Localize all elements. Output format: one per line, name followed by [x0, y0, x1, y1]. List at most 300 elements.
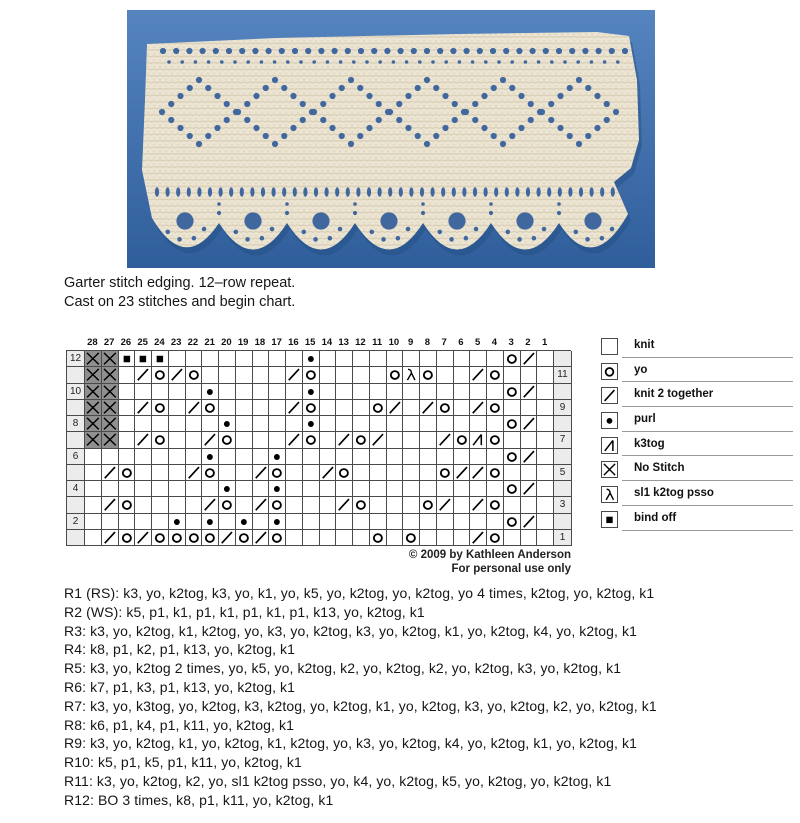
- chart-cell: [119, 514, 136, 530]
- legend-item: [600, 362, 793, 387]
- chart-cell: [202, 416, 219, 432]
- chart-cell: [320, 367, 337, 383]
- instruction-row: R10: k5, p1, k5, p1, k11, yo, k2tog, k1: [64, 754, 302, 771]
- chart-cell: [470, 514, 487, 530]
- chart-cell: [537, 351, 554, 367]
- chart-grid: [66, 350, 571, 546]
- chart-cell: [169, 351, 186, 367]
- chart-cell: [437, 367, 454, 383]
- instruction-row: R9: k3, yo, k2tog, k1, yo, k2tog, k1, k2tog, yo, k3, yo, k2tog, k4, yo, k2tog, k1, yo, k2tog, k1: [64, 735, 638, 752]
- chart-cell: [102, 497, 119, 513]
- chart-cell: [470, 416, 487, 432]
- chart-cell: [102, 384, 119, 400]
- chart-cell: [202, 481, 219, 497]
- chart-cell: [152, 400, 169, 416]
- chart-cell: [487, 514, 504, 530]
- chart-cell: [202, 400, 219, 416]
- chart-cell: [336, 351, 353, 367]
- chart-cell: [487, 416, 504, 432]
- chart-cell: [219, 351, 236, 367]
- chart-cell: [102, 432, 119, 448]
- chart-cell: [135, 351, 152, 367]
- chart-column-number: 27: [103, 337, 115, 348]
- chart-cell: [403, 514, 420, 530]
- chart-cell: [504, 400, 521, 416]
- chart-cell: [152, 514, 169, 530]
- legend-label: yo: [634, 363, 648, 376]
- chart-cell: [487, 367, 504, 383]
- chart-cell: [521, 497, 538, 513]
- chart-cell: [152, 384, 169, 400]
- instruction-row: R2 (WS): k5, p1, k1, p1, k1, p1, k1, p1, k13, yo, k2tog, k1: [64, 603, 425, 620]
- chart-cell: [253, 432, 270, 448]
- chart-cell: [102, 514, 119, 530]
- chart-cell: [521, 367, 538, 383]
- chart-cell: [454, 497, 471, 513]
- chart-cell: [504, 351, 521, 367]
- chart-cell: [370, 530, 387, 546]
- chart-cell: [403, 497, 420, 513]
- chart-cell: [387, 351, 404, 367]
- chart-cell: [336, 514, 353, 530]
- chart-cell: [303, 514, 320, 530]
- chart-cell: [521, 416, 538, 432]
- chart-cell: [202, 497, 219, 513]
- chart-cell: [420, 351, 437, 367]
- instruction-row: R3: k3, yo, k2tog, k1, k2tog, yo, k3, yo, k2tog, k3, yo, k2tog, k1, yo, k2tog, k4, yo, k2tog, k1: [64, 622, 638, 639]
- chart-cell: [320, 449, 337, 465]
- chart-cell: [269, 367, 286, 383]
- chart-cell: [152, 481, 169, 497]
- chart-cell: [202, 465, 219, 481]
- chart-cell: [387, 367, 404, 383]
- chart-cell: [454, 449, 471, 465]
- chart-cell: [504, 530, 521, 546]
- chart-cell: [420, 530, 437, 546]
- chart-cell: [403, 530, 420, 546]
- chart-cell: [253, 514, 270, 530]
- chart-cell: [236, 481, 253, 497]
- chart-column-number: 23: [170, 337, 182, 348]
- chart-cell: [135, 416, 152, 432]
- chart-cell: [370, 449, 387, 465]
- chart-cell: [420, 384, 437, 400]
- copyright-line-2: For personal use only: [451, 562, 571, 575]
- chart-row-number-right: 3: [554, 497, 572, 513]
- chart-cell: [236, 530, 253, 546]
- chart-cell: [286, 481, 303, 497]
- chart-cell: [236, 514, 253, 530]
- chart-cell: [303, 351, 320, 367]
- chart-cell: [370, 497, 387, 513]
- chart-cell: [202, 384, 219, 400]
- chart-cell: [537, 384, 554, 400]
- chart-cell: [169, 449, 186, 465]
- chart-cell: [353, 530, 370, 546]
- chart-cell: [504, 416, 521, 432]
- chart-row-number-left: 10: [67, 384, 85, 400]
- chart-cell: [454, 416, 471, 432]
- chart-cell: [320, 384, 337, 400]
- chart-cell: [353, 351, 370, 367]
- chart-column-numbers: [66, 336, 571, 350]
- chart-cell: [370, 481, 387, 497]
- chart-column-number: 20: [221, 337, 232, 348]
- chart-cell: [152, 530, 169, 546]
- legend-label: No Stitch: [634, 462, 685, 475]
- legend-item: [600, 460, 793, 485]
- chart-cell: [537, 530, 554, 546]
- chart-column-number: 14: [321, 337, 333, 348]
- chart-cell: [470, 481, 487, 497]
- chart-column-number: 9: [407, 337, 414, 348]
- chart-cell: [437, 400, 454, 416]
- chart-cell: [303, 449, 320, 465]
- chart-cell: [219, 367, 236, 383]
- chart-row-number-right: 9: [554, 400, 572, 416]
- chart-row-number-left: 6: [67, 449, 85, 465]
- chart-cell: [85, 497, 102, 513]
- chart-row-number-left: [67, 497, 85, 513]
- chart-cell: [169, 481, 186, 497]
- chart-cell: [370, 416, 387, 432]
- chart-cell: [403, 465, 420, 481]
- chart-cell: [353, 514, 370, 530]
- knit-2-together-icon: [601, 387, 618, 404]
- chart-cell: [470, 449, 487, 465]
- chart-cell: [85, 351, 102, 367]
- chart-cell: [487, 449, 504, 465]
- chart-column-number: 13: [338, 337, 349, 348]
- chart-cell: [135, 384, 152, 400]
- chart-cell: [454, 432, 471, 448]
- chart-cell: [387, 384, 404, 400]
- chart-cell: [186, 400, 203, 416]
- chart-cell: [253, 449, 270, 465]
- chart-column-number: 15: [304, 337, 316, 348]
- legend-item: [600, 337, 793, 362]
- chart-cell: [236, 497, 253, 513]
- chart-cell: [202, 449, 219, 465]
- chart-cell: [169, 432, 186, 448]
- chart-cell: [487, 432, 504, 448]
- chart-cell: [420, 416, 437, 432]
- chart-cell: [521, 514, 538, 530]
- chart-cell: [253, 351, 270, 367]
- chart-cell: [169, 384, 186, 400]
- chart-cell: [353, 497, 370, 513]
- chart-cell: [119, 384, 136, 400]
- chart-cell: [420, 497, 437, 513]
- chart-cell: [186, 367, 203, 383]
- chart-cell: [85, 400, 102, 416]
- chart-column-number: 5: [474, 337, 481, 348]
- chart-cell: [403, 432, 420, 448]
- chart-cell: [487, 384, 504, 400]
- chart-cell: [135, 514, 152, 530]
- chart-cell: [202, 351, 219, 367]
- chart-cell: [186, 497, 203, 513]
- chart-cell: [286, 497, 303, 513]
- legend-label: purl: [634, 413, 656, 426]
- chart-column-number: 25: [137, 337, 148, 348]
- chart-cell: [135, 367, 152, 383]
- chart-cell: [353, 449, 370, 465]
- chart-cell: [152, 416, 169, 432]
- copyright: [66, 549, 571, 576]
- chart-cell: [119, 416, 136, 432]
- chart-cell: [504, 497, 521, 513]
- chart-cell: [269, 497, 286, 513]
- chart-cell: [370, 400, 387, 416]
- chart-cell: [119, 465, 136, 481]
- chart-cell: [454, 465, 471, 481]
- chart-cell: [85, 449, 102, 465]
- chart-cell: [336, 400, 353, 416]
- chart-cell: [186, 432, 203, 448]
- chart-column-number: 8: [424, 337, 431, 348]
- chart-cell: [437, 481, 454, 497]
- chart-cell: [253, 400, 270, 416]
- purl-icon: [601, 412, 618, 429]
- chart-cell: [470, 497, 487, 513]
- chart-cell: [521, 351, 538, 367]
- chart-cell: [186, 351, 203, 367]
- chart-row-number-right: 11: [554, 367, 572, 383]
- chart-cell: [269, 351, 286, 367]
- chart-cell: [135, 465, 152, 481]
- chart-cell: [420, 514, 437, 530]
- chart-cell: [420, 400, 437, 416]
- chart-row-number-right: 1: [554, 530, 572, 546]
- chart-cell: [119, 449, 136, 465]
- chart-row-number-left: [67, 400, 85, 416]
- chart-cell: [454, 481, 471, 497]
- chart-cell: [470, 432, 487, 448]
- chart-cell: [387, 449, 404, 465]
- legend-label: sl1 k2tog psso: [634, 487, 714, 500]
- yo-icon: [601, 363, 618, 380]
- chart-cell: [454, 351, 471, 367]
- chart-column-number: 16: [288, 337, 299, 348]
- chart-cell: [236, 416, 253, 432]
- chart-cell: [219, 497, 236, 513]
- chart-cell: [387, 465, 404, 481]
- chart-cell: [286, 530, 303, 546]
- legend-item: [600, 485, 793, 510]
- legend-label: k3tog: [634, 437, 665, 450]
- chart-cell: [135, 449, 152, 465]
- chart-cell: [219, 530, 236, 546]
- legend-label: bind off: [634, 511, 677, 524]
- chart-cell: [202, 514, 219, 530]
- chart-cell: [85, 514, 102, 530]
- row-instructions: [64, 584, 657, 810]
- chart-cell: [85, 481, 102, 497]
- chart-column-number: 22: [187, 337, 199, 348]
- chart-cell: [119, 400, 136, 416]
- chart-cell: [320, 514, 337, 530]
- chart-cell: [521, 465, 538, 481]
- chart-cell: [119, 497, 136, 513]
- chart-cell: [320, 497, 337, 513]
- chart-cell: [537, 465, 554, 481]
- chart-cell: [521, 384, 538, 400]
- chart-cell: [353, 432, 370, 448]
- lace-photo-image: [127, 10, 655, 268]
- chart-cell: [102, 400, 119, 416]
- lace-photo: [127, 10, 655, 268]
- chart-cell: [102, 530, 119, 546]
- pattern-caption: [64, 274, 295, 312]
- chart-cell: [119, 351, 136, 367]
- chart-row-number-right: [554, 514, 572, 530]
- chart-cell: [487, 400, 504, 416]
- chart-column-number: 17: [271, 337, 282, 348]
- chart-cell: [320, 481, 337, 497]
- chart-cell: [135, 481, 152, 497]
- chart-cell: [470, 400, 487, 416]
- chart-cell: [521, 449, 538, 465]
- chart-cell: [303, 367, 320, 383]
- chart-cell: [353, 400, 370, 416]
- chart-cell: [286, 351, 303, 367]
- chart-row-number-right: [554, 416, 572, 432]
- chart-cell: [537, 497, 554, 513]
- chart-cell: [85, 384, 102, 400]
- chart-row-number-left: 4: [67, 481, 85, 497]
- chart-cell: [303, 530, 320, 546]
- chart-cell: [504, 465, 521, 481]
- chart-cell: [186, 449, 203, 465]
- chart-cell: [437, 465, 454, 481]
- chart-cell: [336, 481, 353, 497]
- chart-cell: [286, 432, 303, 448]
- chart-cell: [420, 432, 437, 448]
- chart-cell: [454, 530, 471, 546]
- chart-cell: [186, 530, 203, 546]
- bind-off-icon: [601, 511, 618, 528]
- chart-cell: [202, 530, 219, 546]
- chart-cell: [169, 497, 186, 513]
- chart-cell: [102, 351, 119, 367]
- chart-cell: [152, 449, 169, 465]
- chart-cell: [504, 432, 521, 448]
- legend-label: knit: [634, 339, 655, 351]
- chart-row-number-right: 7: [554, 432, 572, 448]
- chart-cell: [236, 400, 253, 416]
- chart-cell: [102, 465, 119, 481]
- chart-cell: [286, 384, 303, 400]
- chart-cell: [487, 351, 504, 367]
- chart-column-number: 2: [525, 337, 531, 348]
- chart-cell: [437, 449, 454, 465]
- chart-cell: [437, 530, 454, 546]
- chart-cell: [269, 481, 286, 497]
- chart-cell: [504, 514, 521, 530]
- instruction-row: R8: k6, p1, k4, p1, k11, yo, k2tog, k1: [64, 716, 295, 733]
- chart-cell: [403, 351, 420, 367]
- chart-row-number-left: [67, 432, 85, 448]
- chart-cell: [286, 367, 303, 383]
- chart-cell: [487, 481, 504, 497]
- chart-cell: [387, 497, 404, 513]
- chart-cell: [269, 432, 286, 448]
- chart-cell: [336, 465, 353, 481]
- chart-cell: [320, 351, 337, 367]
- chart-cell: [303, 465, 320, 481]
- chart-cell: [387, 400, 404, 416]
- knit-icon: [601, 338, 618, 355]
- chart-row-number-left: [67, 465, 85, 481]
- instruction-row: R11: k3, yo, k2tog, k2, yo, sl1 k2tog psso, yo, k4, yo, k2tog, k5, yo, k2tog, yo, k2tog, k1: [64, 772, 612, 789]
- chart-cell: [236, 449, 253, 465]
- chart-cell: [537, 481, 554, 497]
- chart-cell: [119, 481, 136, 497]
- chart-cell: [269, 449, 286, 465]
- chart-cell: [470, 384, 487, 400]
- chart-cell: [202, 432, 219, 448]
- chart-cell: [470, 530, 487, 546]
- no-stitch-icon: [601, 461, 618, 478]
- chart-cell: [169, 530, 186, 546]
- chart-cell: [253, 465, 270, 481]
- chart-cell: [420, 367, 437, 383]
- chart-cell: [537, 514, 554, 530]
- chart-cell: [387, 481, 404, 497]
- chart-cell: [420, 449, 437, 465]
- chart-cell: [303, 432, 320, 448]
- chart-cell: [370, 514, 387, 530]
- chart-column-number: 24: [154, 337, 165, 348]
- chart-cell: [219, 432, 236, 448]
- chart-cell: [253, 481, 270, 497]
- chart-column-number: 11: [372, 337, 383, 348]
- copyright-line-1: © 2009 by Kathleen Anderson: [408, 549, 571, 561]
- chart-row-number-right: 5: [554, 465, 572, 481]
- chart-cell: [504, 367, 521, 383]
- chart-cell: [269, 384, 286, 400]
- chart-cell: [269, 465, 286, 481]
- chart-cell: [236, 367, 253, 383]
- chart-cell: [387, 514, 404, 530]
- legend-item: [600, 436, 793, 461]
- chart-cell: [85, 465, 102, 481]
- chart-cell: [119, 432, 136, 448]
- sl1-k2tog-psso-icon: [601, 486, 618, 503]
- chart-cell: [454, 400, 471, 416]
- chart-cell: [186, 465, 203, 481]
- chart-cell: [537, 416, 554, 432]
- chart-cell: [320, 432, 337, 448]
- chart-cell: [269, 530, 286, 546]
- chart-cell: [353, 367, 370, 383]
- chart-cell: [236, 432, 253, 448]
- instruction-row: R1 (RS): k3, yo, k2tog, k3, yo, k1, yo, k5, yo, k2tog, yo, k2tog, yo 4 times, k2tog, yo, k2tog, k1: [64, 585, 655, 601]
- chart-cell: [219, 400, 236, 416]
- chart-column-number: 4: [491, 337, 498, 348]
- chart-cell: [85, 416, 102, 432]
- chart-cell: [286, 449, 303, 465]
- chart-cell: [336, 367, 353, 383]
- chart-row-number-left: [67, 367, 85, 383]
- chart-cell: [236, 351, 253, 367]
- chart-cell: [286, 416, 303, 432]
- chart-legend: [600, 337, 793, 535]
- chart-cell: [521, 400, 538, 416]
- chart-cell: [186, 416, 203, 432]
- instruction-row: R6: k7, p1, k3, p1, k13, yo, k2tog, k1: [64, 678, 296, 695]
